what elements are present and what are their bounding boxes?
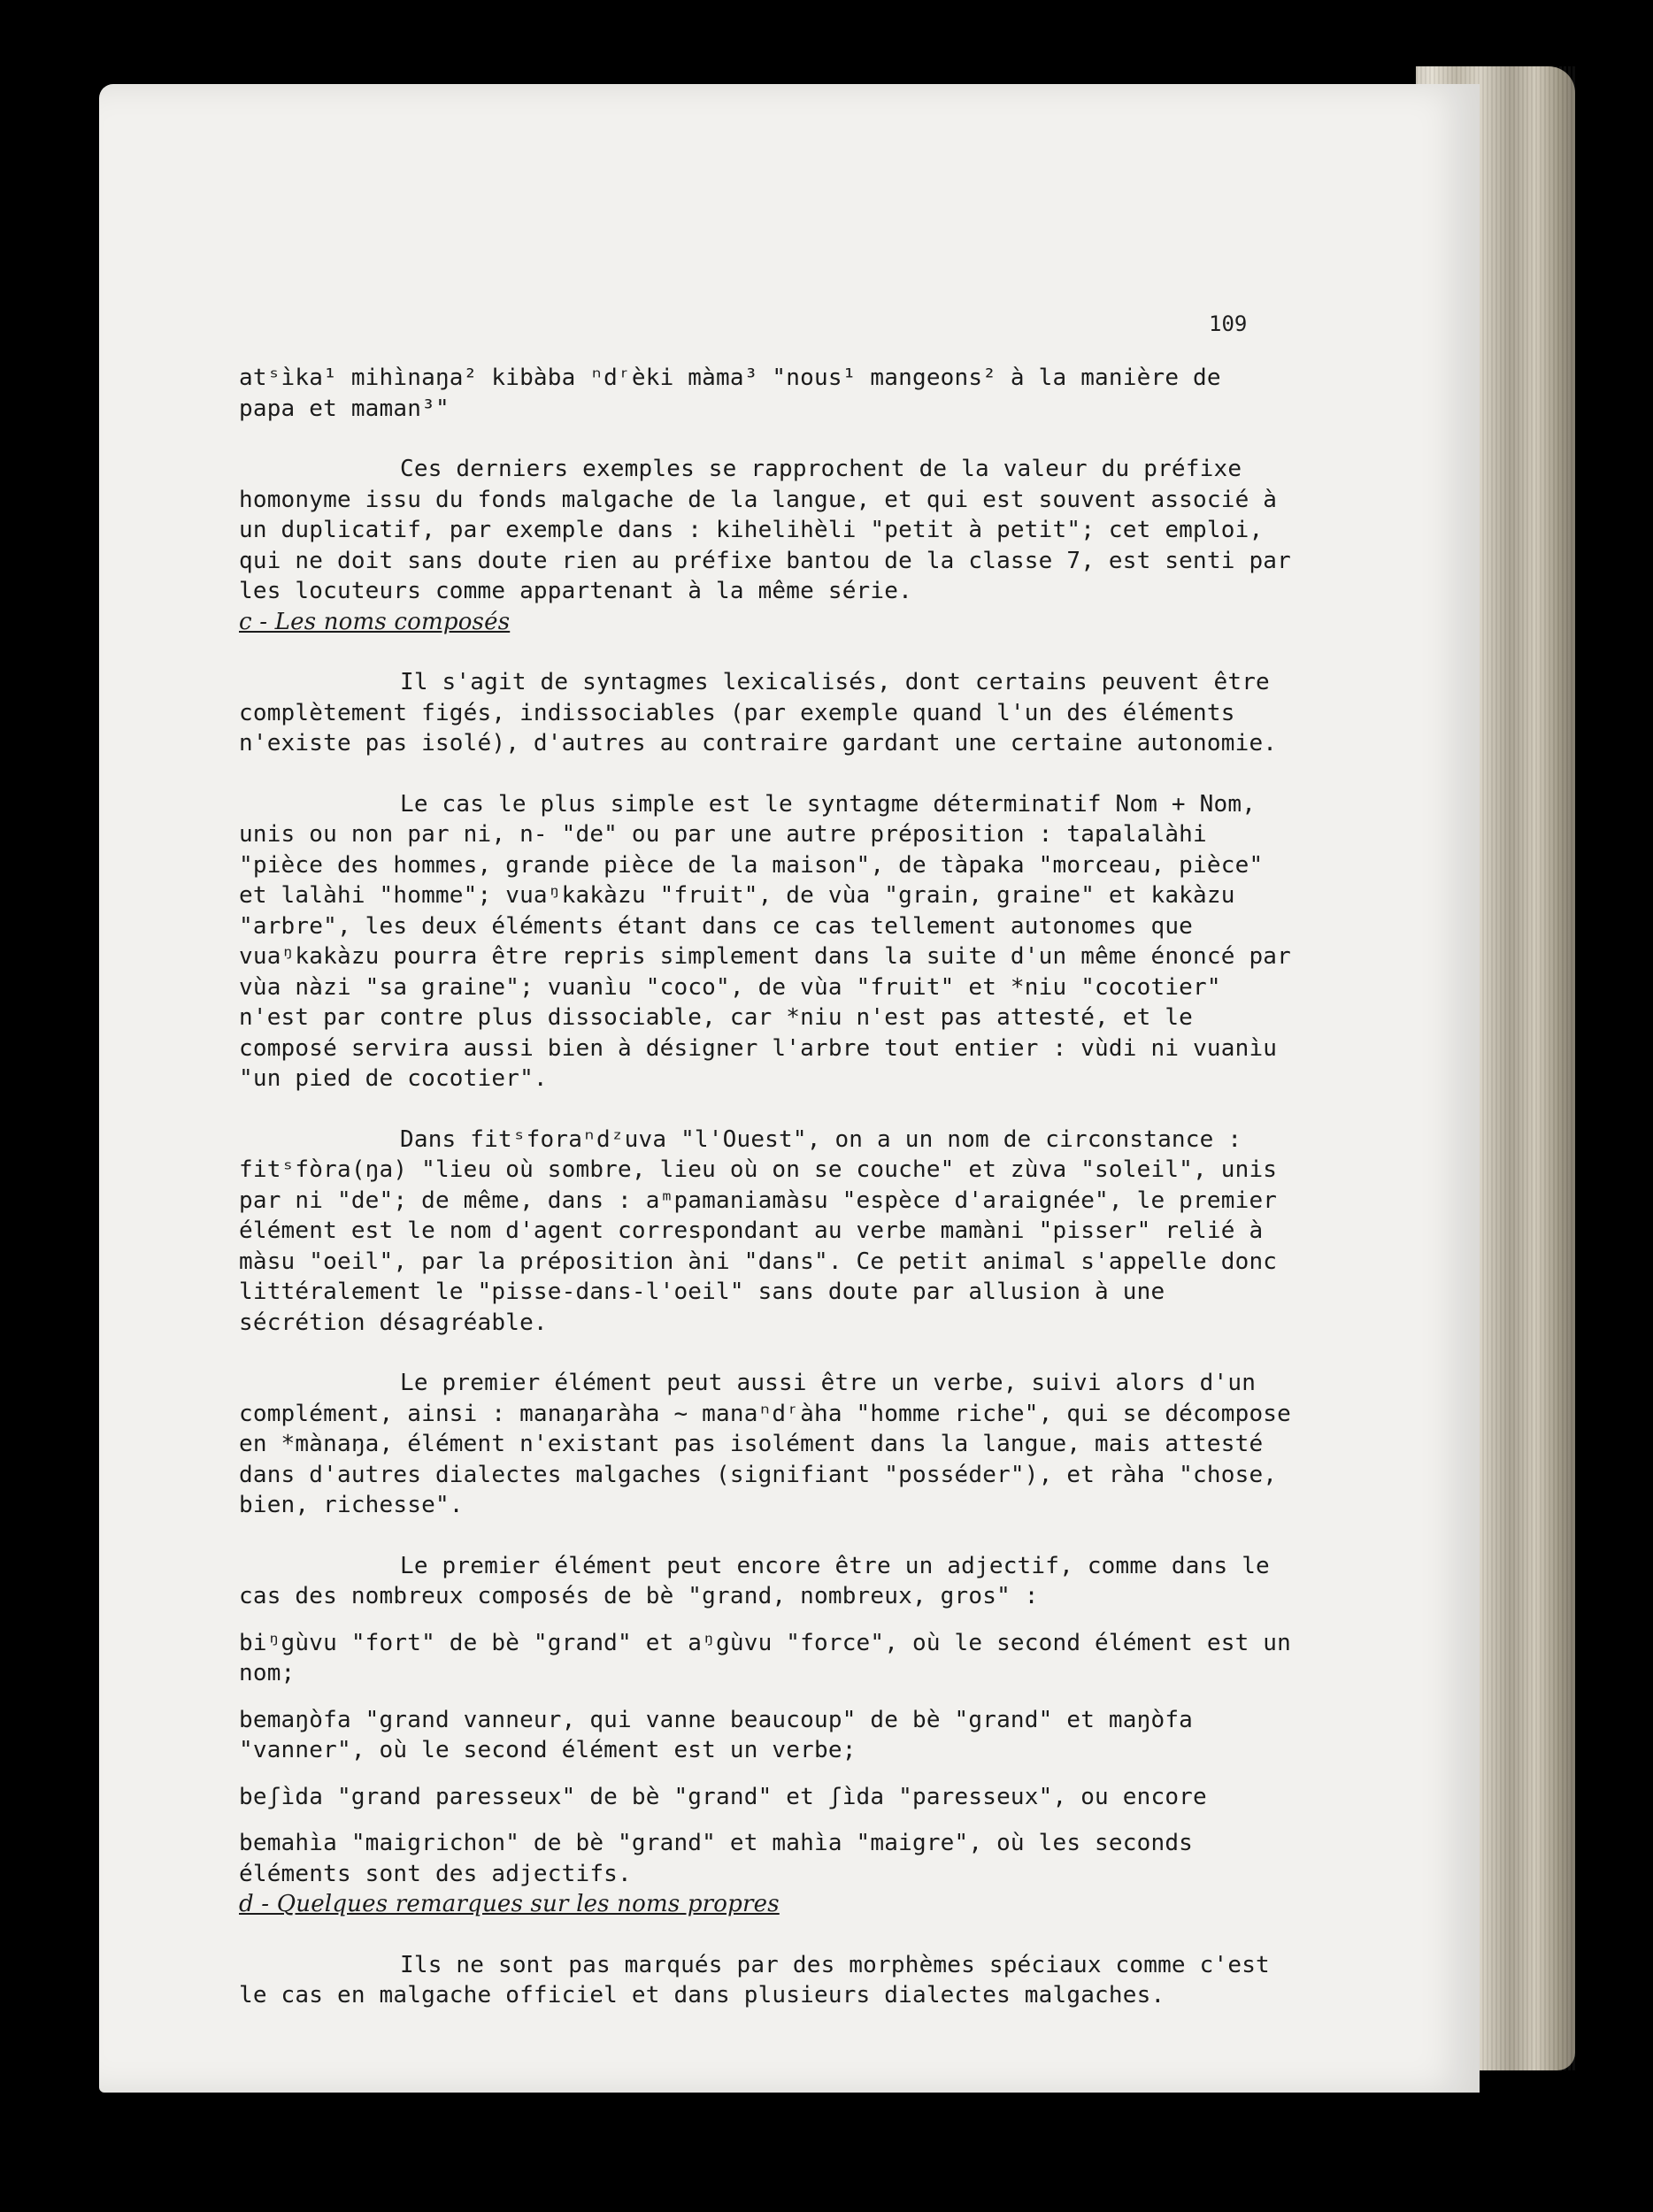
example-line-1: atˢìka¹ mihìnaŋa² kibàba ⁿdʳèki màma³ "nous¹ mangeons² à la manière de <box>239 365 1221 391</box>
example-list-item: bemaŋòfa "grand vanneur, qui vanne beaucoup" de bè "grand" et maŋòfa "vanner", où le second élément est un verbe; <box>239 1706 1194 1763</box>
page-number: 109 <box>1209 311 1248 336</box>
paragraph-1: Ces derniers exemples se rapprochent de la valeur du préfixe homonyme issu du fonds malgache de la langue, et qui est souvent associé à un duplicatif, par exemple dans : kihelihèli "petit à petit"; cet emploi, qui ne doit sans doute rien au préfixe bantou de la classe 7, est senti par les locuteurs comme appartenant à la même série. <box>239 456 1291 604</box>
paragraph-7: Ils ne sont pas marqués par des morphèmes spéciaux comme c'est le cas en malgache officiel et dans plusieurs dialectes malgaches. <box>239 1951 1270 2008</box>
paragraph-4: Dans fitˢforaⁿdᶻuva "l'Ouest", on a un nom de circonstance : fitˢfòra(ŋa) "lieu où sombre, lieu où on se couche" et zùva "soleil", unis par ni "de"; de même, dans : aᵐpamaniamàsu "espèce d'araignée", le premier élément est le nom d'agent correspondant au verbe mamàni "pisser" relié à màsu "oeil", par la préposition àni "dans". Ce petit animal s'appelle donc littéralement le "pisse-dans-l'oeil" sans doute par allusion à une sécrétion désagréable. <box>239 1125 1278 1336</box>
paragraph-3: Le cas le plus simple est le syntagme déterminatif Nom + Nom, unis ou non par ni, n- "de" ou par une autre préposition : tapalalàhi "pièce des hommes, grande pièce de la maison", de tàpaka "morceau, pièce" et lalàhi "homme"; vuaᵑkakàzu "fruit", de vùa "grain, graine" et kakàzu "arbre", les deux éléments étant dans ce cas tellement autonomes que vuaᵑkakàzu pourra être repris simplement dans la suite d'un même énoncé par vùa nàzi "sa graine"; vuanìu "coco", de vùa "fruit" et *niu "cocotier" n'est par contre plus dissociable, car *niu n'est pas attesté, et le composé servira aussi bien à désigner l'arbre tout entier : vùdi ni vuanìu "un pied de cocotier". <box>239 790 1291 1092</box>
section-heading-c: c - Les noms composés <box>239 608 511 635</box>
example-list-item: beʃìda "grand paresseux" de bè "grand" et ʃìda "paresseux", ou encore <box>239 1783 1207 1810</box>
example-line-2: papa et maman³" <box>239 395 450 422</box>
paragraph-2: Il s'agit de syntagmes lexicalisés, dont certains peuvent être complètement figés, indissociables (par exemple quand l'un des éléments n'existe pas isolé), d'autres au contraire gardant une certaine autonomie. <box>239 669 1278 757</box>
paragraph-5: Le premier élément peut aussi être un verbe, suivi alors d'un complément, ainsi : manaŋaràha ~ manaⁿdʳàha "homme riche", qui se décompose en *mànaŋa, élément n'existant pas isolément dans la langue, mais attesté dans d'autres dialectes malgaches (signifiant "posséder"), et ràha "chose, bien, richesse". <box>239 1370 1291 1518</box>
page-body <box>239 363 1301 2011</box>
section-heading-d: d - Quelques remarques sur les noms propres <box>239 1891 780 1917</box>
paragraph-6: Le premier élément peut encore être un adjectif, comme dans le cas des nombreux composés de bè "grand, nombreux, gros" : <box>239 1552 1270 1609</box>
example-list-item: biᵑgùvu "fort" de bè "grand" et aᵑgùvu "force", où le second élément est un nom; <box>239 1629 1291 1686</box>
example-list-item: bemahìa "maigrichon" de bè "grand" et mahìa "maigre", où les seconds éléments sont des adjectifs. <box>239 1830 1194 1887</box>
